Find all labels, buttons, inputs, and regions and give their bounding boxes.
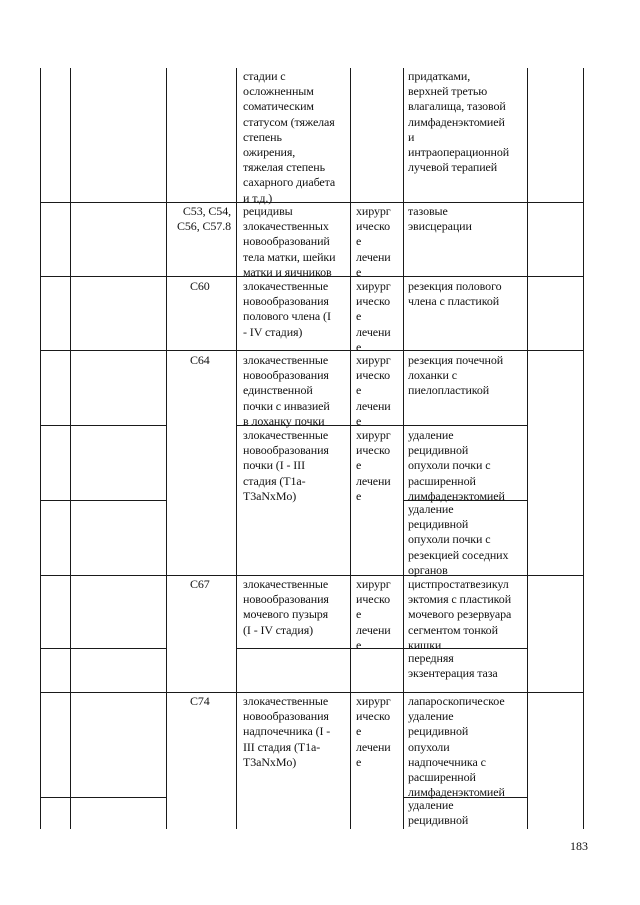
table-cell: удаление рецидивной опухоли почки с резекцией соседних органов bbox=[408, 502, 509, 577]
table-cell: хирург ическо е лечени е bbox=[356, 279, 391, 354]
table-rule bbox=[70, 68, 71, 829]
table-rule bbox=[583, 68, 584, 829]
table-cell: злокачественные новообразования единственной почки с инвазией в лоханку почки bbox=[243, 353, 330, 428]
table-cell: C74 bbox=[190, 694, 210, 708]
table-cell: тазовые эвисцерации bbox=[408, 204, 472, 234]
table-rule bbox=[350, 68, 351, 829]
table-cell: C60 bbox=[190, 279, 210, 293]
table-cell: стадии с осложненным соматическим статусом (тяжелая степень ожирения, тяжелая степень сахарного диабета и т.д.) bbox=[243, 69, 336, 205]
table-cell: резекция полового члена с пластикой bbox=[408, 279, 502, 309]
table-cell: хирург ическо е лечени е bbox=[356, 694, 391, 769]
table-cell: злокачественные новообразования полового члена (I - IV стадия) bbox=[243, 279, 331, 339]
table-cell: цистпростатвезикул эктомия с пластикой мочевого резервуара сегментом тонкой кишки bbox=[408, 577, 512, 652]
table-rule bbox=[40, 692, 584, 693]
table-cell: рецидивы злокачественных новообразований тела матки, шейки матки и яичников bbox=[243, 204, 336, 279]
table-rule bbox=[403, 68, 404, 829]
table-rule bbox=[40, 425, 166, 426]
table-rule bbox=[236, 68, 237, 829]
table-cell: злокачественные новообразования почки (I - III стадия (T1a- T3aNxMo) bbox=[243, 428, 329, 503]
table-cell: хирург ическо е лечени е bbox=[356, 204, 391, 279]
table-rule bbox=[40, 350, 584, 351]
table-cell: лапароскопическое удаление рецидивной опухоли надпочечника с расширенной лимфаденэктомией bbox=[408, 694, 505, 800]
table-rule bbox=[40, 648, 166, 649]
table-cell: хирург ическо е лечени е bbox=[356, 353, 391, 428]
table-rule bbox=[40, 797, 166, 798]
table-cell: C64 bbox=[190, 353, 210, 367]
table-cell: C67 bbox=[190, 577, 210, 591]
table-rule bbox=[527, 68, 528, 829]
table-cell: C53, C54, C56, C57.8 bbox=[176, 204, 231, 234]
table-cell: хирург ическо е лечени е bbox=[356, 577, 391, 652]
table-cell: удаление рецидивной опухоли почки с расширенной лимфаденэктомией bbox=[408, 428, 505, 503]
table-rule bbox=[166, 68, 167, 829]
table-cell: удаление рецидивной bbox=[408, 798, 469, 828]
table-cell: придатками, верхней третью влагалища, тазовой лимфаденэктомией и интраоперационной лучевой терапией bbox=[408, 69, 510, 175]
table-cell: злокачественные новообразования мочевого пузыря (I - IV стадия) bbox=[243, 577, 329, 637]
table-cell: резекция почечной лоханки с пиелопластикой bbox=[408, 353, 504, 398]
table-rule bbox=[40, 500, 166, 501]
table-rule bbox=[40, 68, 41, 829]
table-cell: передняя экзентерация таза bbox=[408, 651, 498, 681]
table-cell: злокачественные новообразования надпочечника (I - III стадия (T1a- T3aNxMo) bbox=[243, 694, 331, 769]
page-number: 183 bbox=[570, 839, 588, 853]
table-cell: хирург ическо е лечени е bbox=[356, 428, 391, 503]
